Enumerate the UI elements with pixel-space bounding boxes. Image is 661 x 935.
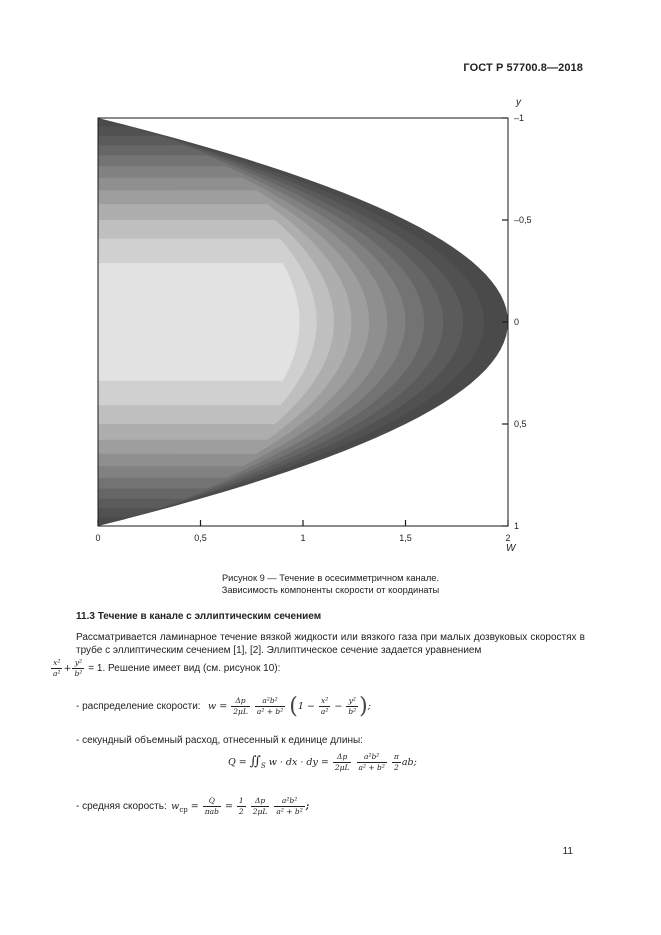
ellipse-formula: $\frac{\text{x²}}{\text{a²}}$ + $\frac{\text{y²}}{\text{b²}}$	[53, 658, 83, 678]
x-tick-label: 1	[300, 533, 306, 543]
x-tick-label: 0,5	[194, 533, 207, 543]
document-id: ГОСТ Р 57700.8—2018	[463, 62, 583, 74]
ellipse-equation	[50, 658, 280, 679]
section-heading: 11.3 Течение в канале с эллиптическим сечением	[76, 611, 322, 622]
equation-suffix: = 1. Решение имеет вид (см. рисунок 10):	[88, 663, 281, 674]
x-tick-label: 1,5	[399, 533, 412, 543]
velocity-formula: w = $\frac{\Delta p}{2\mu L}$ $\frac{\text{a²b²}}{\text{a² + b²}}$ (1 − $\frac{\text{x²}}{\text{a²}}$ − $\frac{\text{y²}}{\text{b²}}$ );	[205, 694, 371, 719]
y-axis-label: y	[516, 97, 521, 108]
y-tick-label: 1	[514, 521, 520, 531]
contour-band-11	[98, 263, 299, 381]
x-tick-label: 2	[505, 533, 511, 543]
y-tick-label: –1	[514, 113, 525, 123]
item-label-velocity: - распределение скорости:	[76, 701, 201, 712]
mean-velocity-formula: $w_{ср}$ = $\frac{Q}{\text{πab}}$ = $\frac{1}{2}$ $\frac{\Delta p}{2\mu L}$ $\frac{\text{a²b²}}{\text{a² + b²}}$ ;	[171, 796, 310, 816]
x-axis-label: W	[506, 543, 516, 554]
y-tick-label: 0	[514, 317, 520, 327]
x-tick-label: 0	[95, 533, 101, 543]
item-label-mean: - средняя скорость:	[76, 801, 167, 812]
figure-caption-line-2: Зависимость компоненты скорости от координаты	[221, 585, 440, 595]
y-tick-label: 0,5	[514, 419, 527, 429]
mean-velocity-item	[76, 796, 309, 817]
volume-flow-item	[76, 730, 363, 748]
section-paragraph	[76, 631, 585, 658]
velocity-distribution-item	[76, 694, 371, 719]
contour-bands	[98, 118, 508, 526]
y-tick-label: –0,5	[514, 215, 532, 225]
figure-caption-line-1: Рисунок 9 — Течение в осесимметричном канале.	[221, 573, 440, 583]
flow-formula: $Q = ∬_S$ w · dx · dy = $\frac{\Delta p}{2\mu L}$ $\frac{\text{a²b²}}{\text{a² + b²}}$ $\frac{\pi}{2}$ ab;	[228, 752, 417, 772]
paragraph-text: Рассматривается ламинарное течение вязкой жидкости или вязкого газа при малых дозвуковых скоростях в трубе с эллиптическим сечением [1], [2]. Эллиптическое сечение задается уравнением	[76, 632, 585, 657]
item-label-flow: - секундный объемный расход, отнесенный к единице длины:	[76, 735, 363, 746]
page-number: 11	[562, 846, 573, 857]
